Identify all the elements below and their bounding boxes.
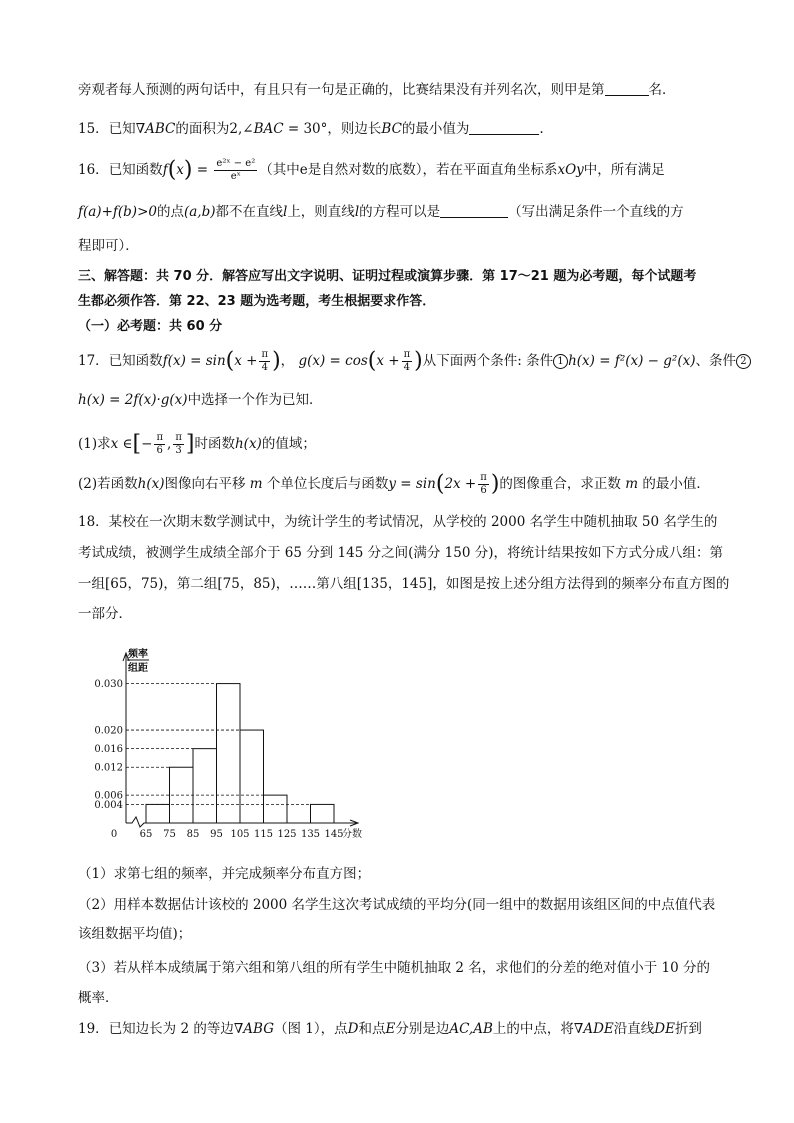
x-tick-label: 125: [277, 829, 297, 840]
answer-blank[interactable]: [440, 203, 508, 218]
q17-x-plus-2: x +: [376, 353, 400, 369]
q15-area: 2,∠: [229, 121, 254, 137]
q17-frac-2: [402, 349, 413, 374]
q17-line-1: 17．已知函数f(x) = sin(x + $\frac{\pi}{4}$ )， g(x) = cos(x + $\frac{\pi}{4}$ )从下面两个条件: 条件 1 h(x) = f²(x) − g²(x)、条件 2: [78, 349, 751, 374]
q16-l2: l: [354, 204, 360, 220]
q18-sub-2a: （2）用样本数据估计该校的 2000 名学生这次考试成绩的平均分(同一组中的数据用该组区间的中点值代表: [78, 897, 716, 913]
q17-text: 已知函数: [108, 353, 163, 369]
q17-frac-1: [259, 349, 270, 374]
q19-d: D: [347, 1021, 359, 1037]
q17-f-def: f(x) = sin: [162, 353, 226, 369]
q19-text: 已知边长为 2 的等边: [108, 1021, 234, 1037]
y-tick-label: 0.016: [94, 744, 123, 756]
q16-condition: f(a)+f(b)>0: [78, 204, 157, 220]
y-tick-label: 0.020: [94, 725, 123, 737]
q16-line-2: [78, 202, 684, 222]
pi: π: [403, 349, 411, 360]
q19-text-g: 折到: [674, 1021, 702, 1037]
circled-2: 2: [736, 354, 751, 369]
q19-ade: ∇ADE: [573, 1021, 614, 1037]
histogram-bar: [146, 804, 170, 823]
q17-p2-a: (2)若函数: [78, 476, 138, 492]
x-tick-label: 145: [324, 829, 344, 840]
pi: π: [261, 349, 269, 360]
q15-text-c: ，则边长: [327, 121, 382, 137]
q17-frac-5: [478, 472, 489, 497]
q17-frac-3: [154, 432, 165, 457]
q16-numerator: e²ˣ − e²: [216, 158, 256, 169]
q15-angle: = 30°: [283, 121, 328, 137]
chart-labels: [94, 647, 362, 840]
q17-two-x: 2x +: [444, 476, 477, 492]
q19-text-c: 和点: [358, 1021, 386, 1037]
q19-number: 19．: [78, 1021, 109, 1037]
q15-bac: BAC: [253, 121, 284, 137]
q18-line-3: 一组[65，75)，第二组[75，85)，……第八组[135，145]，如图是按上述分组方法得到的频率分布直方图的: [78, 576, 730, 592]
histogram-bar: [193, 749, 217, 823]
q17-g-def: g(x) = cos: [298, 353, 368, 369]
circled-1: 1: [553, 354, 568, 369]
q17-hx: h(x): [234, 436, 262, 452]
q17-p2-d: 的图像重合，求正数: [499, 476, 621, 492]
q18-line-4: 一部分．: [78, 606, 132, 622]
x-tick-label: 65: [139, 829, 153, 840]
q19-e: E: [385, 1021, 396, 1037]
q16-point: (a,b): [183, 204, 216, 220]
four: 4: [403, 362, 411, 373]
q18-sub-3b: 概率．: [78, 990, 119, 1006]
q17-p1-c: 的值域；: [261, 436, 316, 452]
q16-line-3: [78, 236, 139, 256]
q17-p1-a: (1)求: [78, 436, 111, 452]
q17-p2-b: 图像向右平移: [164, 476, 246, 492]
q17-line-2: [78, 390, 323, 410]
q16-xoy: xOy: [557, 162, 584, 178]
q17-frac-4: [173, 432, 184, 457]
y-axis-label-denominator: 组距: [128, 663, 148, 674]
answer-blank[interactable]: [469, 120, 539, 135]
q-prev-line: [78, 80, 676, 100]
q17-p2-e: 的最小值．: [642, 476, 710, 492]
x-tick-label: 105: [230, 829, 250, 840]
pi: π: [156, 432, 164, 443]
x-axis-label: 分数: [342, 829, 362, 840]
q17-text-b: 从下面两个条件: 条件: [422, 353, 554, 369]
histogram-bar: [217, 684, 241, 823]
origin-label: 0: [110, 829, 118, 840]
q17-text-c: 、条件: [695, 353, 736, 369]
q17-p1-neg: −: [141, 436, 153, 452]
q-prev-text: 旁观者每人预测的两句话中，有且只有一句是正确的，比赛结果没有并列名次，则甲是第: [78, 82, 605, 98]
q17-number: 17．: [78, 353, 109, 369]
q19-text-d: 分别是边: [395, 1021, 450, 1037]
x-tick-label: 115: [253, 829, 274, 840]
q19-text-f: 沿直线: [613, 1021, 655, 1037]
q16-f: f: [162, 162, 168, 178]
x-axis: [126, 817, 356, 827]
histogram-bar: [311, 804, 335, 823]
q16-eq: =: [196, 162, 209, 178]
y-tick-label: 0.006: [94, 790, 123, 802]
q18-line-1: 18．某校在一次期末数学测试中，为统计学生的考试情况，从学校的 2000 名学生中随机抽取 50 名学生的: [78, 514, 718, 530]
section3-sub: （一）必考题：共 60 分: [78, 319, 223, 334]
histogram-bar: [264, 795, 288, 823]
q18-sub-3a: （3）若从样本成绩属于第六组和第八组的所有学生中随机抽取 2 名，求他们的分差的绝对值小于 10 分的: [78, 960, 711, 976]
six: 6: [156, 445, 163, 456]
y-tick-label: 0.012: [94, 762, 123, 774]
q16-text-f: 上，则直线: [287, 204, 355, 220]
q16-x: x: [176, 162, 184, 178]
pi: π: [480, 472, 487, 483]
q17-x-plus: x +: [234, 353, 258, 369]
q16-text-g: 的方程可以是: [359, 204, 441, 220]
q16-text-d: 的点: [156, 204, 184, 220]
x-tick-label: 135: [300, 829, 321, 840]
q17-y-eq: y = sin: [388, 476, 436, 492]
x-tick-label: 95: [210, 829, 223, 840]
q17-hx-2: h(x): [137, 476, 165, 492]
y-axis-label-numerator: 频率: [128, 649, 148, 660]
q17-m: m: [249, 476, 263, 492]
q-prev-end: 名．: [648, 82, 676, 98]
q17-part-2: (2)若函数h(x)图像向右平移 m 个单位长度后与函数y = sin(2x + $\frac{\pi}{6}$ )的图像重合，求正数 m 的最小值．: [78, 471, 710, 497]
four: 4: [261, 362, 268, 373]
y-tick-label: 0.004: [94, 799, 123, 811]
q16-line-1: 16．已知函数f(x) = $\frac{\text{e²ˣ − e²}}{\text{eˣ}}$ （其中e是自然对数的底数），若在平面直角坐标系xOy中，所有满足: [78, 157, 665, 183]
q16-denominator: eˣ: [230, 171, 241, 182]
q18-sub-1: （1）求第七组的频率，并完成频率分布直方图；: [78, 866, 371, 882]
x-tick-label: 75: [163, 829, 176, 840]
q16-text-i: 程即可）．: [78, 238, 139, 254]
section3-heading-1: 三、解答题：共 70 分．解答应写出文字说明、证明过程或演算步骤．第 17～21 题为必考题，每个试题考: [78, 269, 697, 284]
q15-text-d: 的最小值为: [401, 121, 470, 137]
q15-line: [78, 119, 544, 139]
q16-fraction: [214, 158, 257, 183]
q15-text-b: 的面积为: [175, 121, 230, 137]
q15-end: .: [539, 121, 544, 137]
q17-h2: h(x) = 2f(x)·g(x): [78, 392, 188, 408]
six: 6: [480, 485, 487, 496]
q16-l: l: [282, 204, 288, 220]
q17-part-1: (1)求x ∈[− $\frac{\pi}{6}$ , $\frac{\pi}{3}$ ]时函数h(x)的值域；: [78, 431, 316, 457]
q19-tri: ∇ABG: [233, 1021, 274, 1037]
q19-text-e: 上的中点，将: [492, 1021, 574, 1037]
pi: π: [175, 432, 182, 443]
answer-blank[interactable]: [605, 81, 649, 96]
q17-text-d: 中选择一个作为已知．: [187, 392, 323, 408]
q15-number: 15．: [78, 121, 109, 137]
q16-text-c: 中，所有满足: [583, 162, 665, 178]
histogram-bar: [240, 730, 264, 823]
q17-m-2: m: [625, 476, 639, 492]
three: 3: [175, 445, 182, 456]
y-tick-label: 0.030: [94, 679, 123, 691]
frequency-histogram: [84, 645, 384, 845]
q18-sub-2b: 该组数据平均值)；: [78, 926, 192, 942]
q17-h1: h(x) = f²(x) − g²(x): [568, 353, 696, 369]
x-tick-label: 85: [186, 829, 200, 840]
triangle-symbol: ∇: [135, 121, 146, 137]
q16-text: 已知函数: [108, 162, 163, 178]
q17-p1-x: x ∈: [110, 436, 133, 452]
q17-p2-c: 个单位长度后与函数: [266, 476, 389, 492]
chart-bars: [146, 684, 334, 823]
q16-number: 16．: [78, 162, 109, 178]
q15-abc: ABC: [145, 121, 176, 137]
q19-acab: AC,AB: [449, 1021, 493, 1037]
q16-text-b: （其中e是自然对数的底数），若在平面直角坐标系: [259, 162, 558, 178]
q19-line: [78, 1019, 702, 1039]
section3-heading-2: 生都必须作答．第 22、23 题为选考题，考生根据要求作答．: [78, 294, 436, 309]
q16-text-h: （写出满足条件一个直线的方: [508, 204, 684, 220]
q18-line-2: 考试成绩，被测学生成绩全部介于 65 分到 145 分之间(满分 150 分)，将统计结果按如下方式分成八组：第: [78, 545, 723, 561]
q15-bc: BC: [381, 121, 402, 137]
q19-text-b: （图 1），点: [274, 1021, 348, 1037]
q15-text: 已知: [108, 121, 136, 137]
q17-p1-b: 时函数: [194, 436, 235, 452]
q16-text-e: 都不在直线: [215, 204, 283, 220]
q19-de: DE: [654, 1021, 675, 1037]
